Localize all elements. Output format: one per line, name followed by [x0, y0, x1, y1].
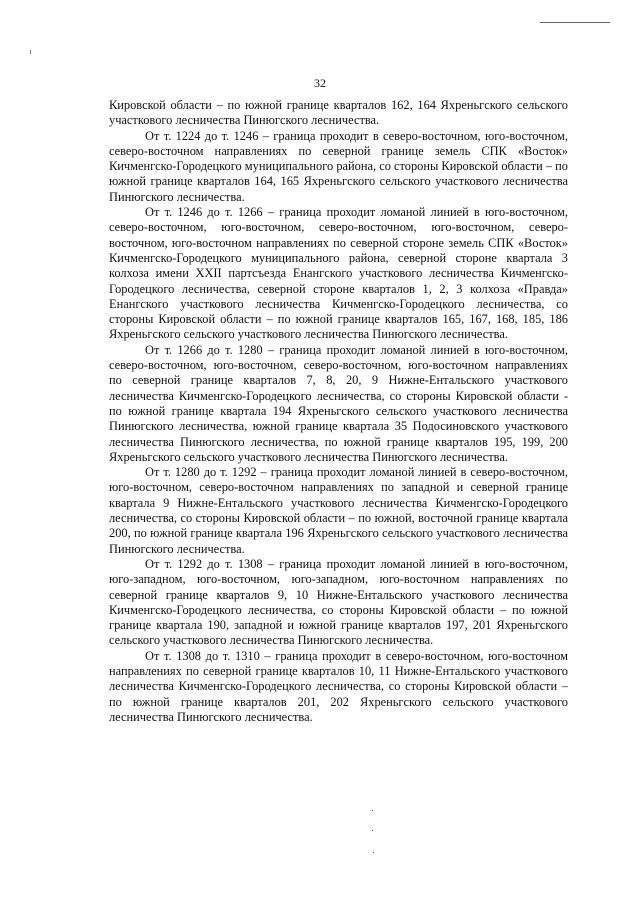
document-body — [109, 98, 568, 725]
scan-artifact-dot — [373, 852, 374, 853]
scan-artifact-dot — [372, 810, 373, 811]
paragraph: От т. 1224 до т. 1246 – граница проходит в северо-восточном, юго-восточном, северо-восточном направлениях по северной границе земель СПК «Восток» Кичменгско-Городецкого муниципального района, со стороны Кировской области – по южной границе кварталов 164, 165 Яхреньгского сельского участкового лесничества Пинюгского лесничества. — [109, 128, 568, 204]
scan-artifact-dot — [372, 830, 373, 831]
paragraph: От т. 1308 до т. 1310 – граница проходит в северо-восточном, юго-восточном направлениях по северной границе кварталов 10, 11 Нижне-Ентальского участкового лесничества Кичменгско-Городецкого лесничества, со стороны Кировской области – по южной границе кварталов 201, 202 Яхреньгского сельского участкового лесничества Пинюгского лесничества. — [109, 648, 568, 724]
scan-artifact-mark — [30, 50, 31, 54]
paragraph: От т. 1292 до т. 1308 – граница проходит ломаной линией в юго-восточном, юго-западном, юго-восточном, юго-западном, юго-восточном направлениях по северной границе кварталов 9, 10 Нижне-Ентальского участкового лесничества Кичменгско-Городецкого лесничества, со стороны Кировской области – по южной границе квартала 190, западной и южной границе кварталов 197, 201 Яхреньгского сельского участкового лесничества Пинюгского лесничества. — [109, 556, 568, 648]
scan-artifact-line — [540, 22, 610, 23]
paragraph: От т. 1266 до т. 1280 – граница проходит ломаной линией в юго-восточном, северо-восточном, юго-восточном, северо-восточном, юго-восточном направлениях по северной границе кварталов 7, 8, 20, 9 Нижне-Ентальского участкового лесничества Кичменгско-Городецкого лесничества, со стороны Кировской области - по южной границе квартала 194 Яхреньгского сельского участкового лесничества Пинюгского лесничества, южной границе квартала 35 Подосиновского участкового лесничества Пинюгского лесничества, по южной границе кварталов 195, 199, 200 Яхреньгского сельского участкового лесничества Пинюгского лесничества. — [109, 342, 568, 464]
paragraph: От т. 1246 до т. 1266 – граница проходит ломаной линией в юго-восточном, северо-восточном, юго-восточном, северо-восточном, юго-восточном, северо-восточном, юго-восточном направлениях по северной стороне земель СПК «Восток» Кичменгско-Городецкого муниципального района, северной стороне квартала 3 колхоза имени XXII партсъезда Енангского участкового лесничества Кичменгско-Городецкого лесничества, северной стороне кварталов 1, 2, 3 колхоза «Правда» Енангского участкового лесничества Кичменгско-Городецкого лесничества, со стороны Кировской области – по южной границе кварталов 165, 167, 168, 185, 186 Яхреньгского сельского участкового лесничества Пинюгского лесничества. — [109, 205, 568, 342]
page-number: 32 — [314, 76, 326, 90]
paragraph: Кировской области – по южной границе кварталов 162, 164 Яхреньгского сельского участкового лесничества Пинюгского лесничества. — [109, 98, 568, 128]
paragraph: От т. 1280 до т. 1292 – граница проходит ломаной линией в северо-восточном, юго-восточном, северо-восточном направлениях по западной и северной границе квартала 9 Нижне-Ентальского участкового лесничества Кичменгско-Городецкого лесничества, со стороны Кировской области – по южной, восточной границе квартала 200, по южной границе квартала 196 Яхреньгского сельского участкового лесничества Пинюгского лесничества. — [109, 465, 568, 556]
